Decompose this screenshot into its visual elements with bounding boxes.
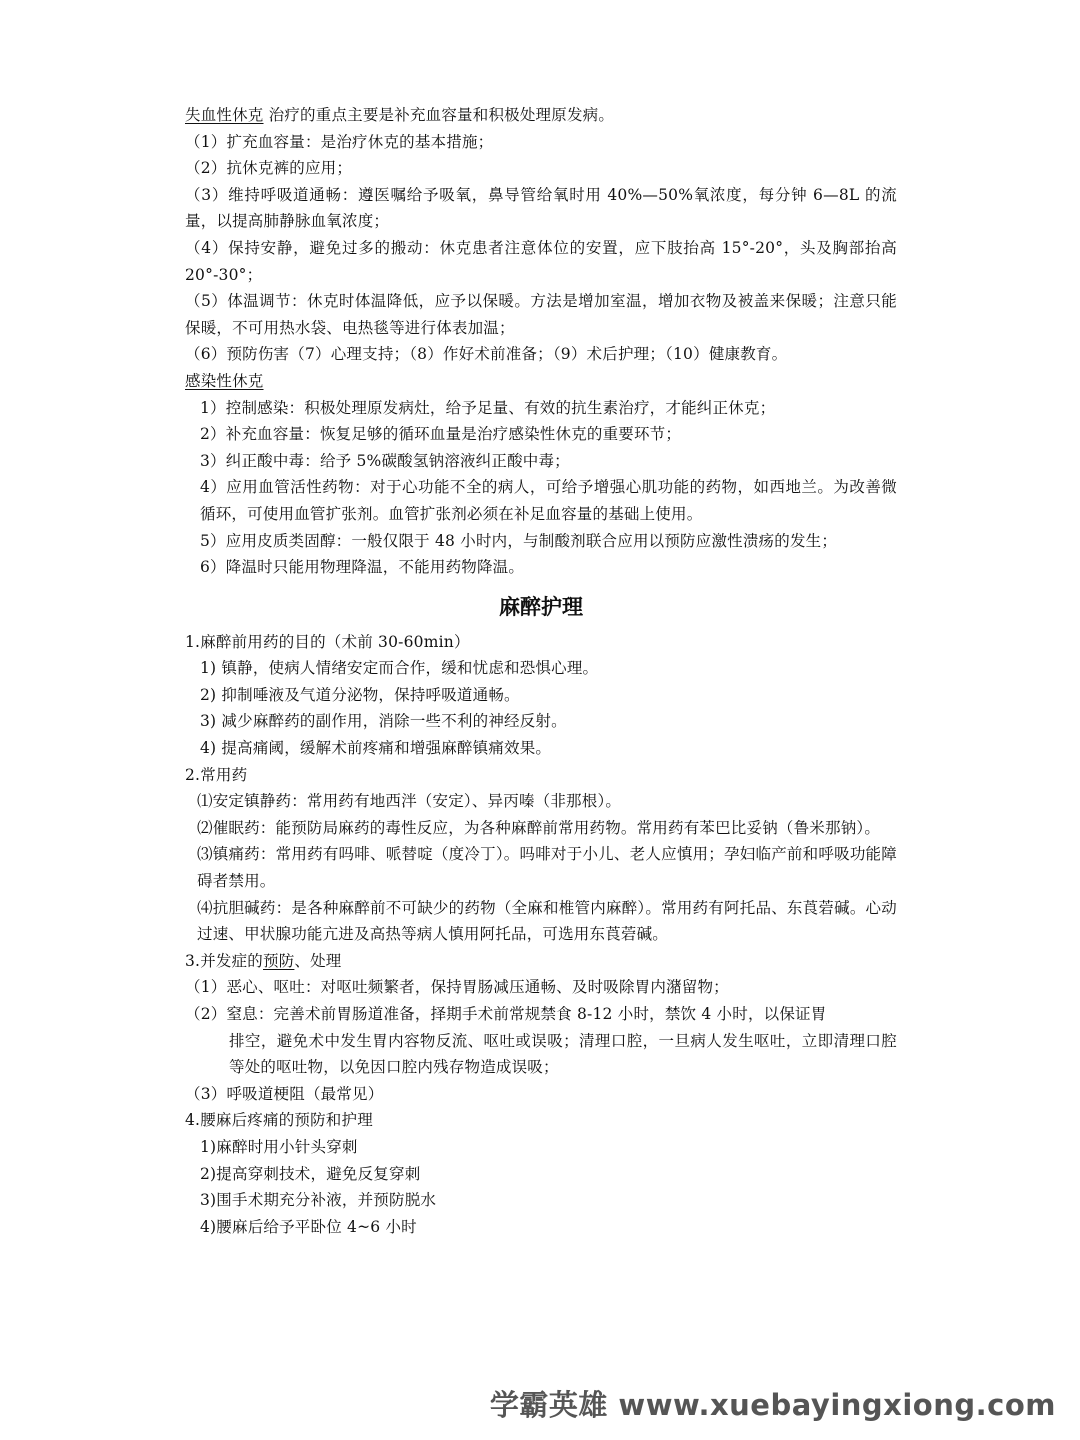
septic-shock-heading: 感染性休克	[185, 371, 264, 390]
site-watermark: 学霸英雄 www.xuebayingxiong.com	[489, 1388, 1056, 1422]
complications-heading: 3.并发症的预防、处理	[185, 951, 342, 970]
common-drugs-item-4: ⑷抗胆碱药：是各种麻醉前不可缺少的药物（全麻和椎管内麻醉）。常用药有阿托品、东莨菪碱。心动过速、甲状腺功能亢进及高热等病人慎用阿托品，可选用东莨菪碱。	[197, 898, 897, 944]
complications-item-3: （3）呼吸道梗阻（最常见）	[185, 1084, 384, 1103]
spinal-headache-item-1: 1)麻醉时用小针头穿刺	[200, 1137, 358, 1156]
premedication-item-4: 4) 提高痛阈，缓解术前疼痛和增强麻醉镇痛效果。	[200, 739, 552, 758]
document-body	[185, 102, 897, 1240]
complications-item-1: （1）恶心、呕吐：对呕吐频繁者，保持胃肠减压通畅、及时吸除胃内潴留物；	[185, 978, 729, 997]
complications-item-2-rest: 排空，避免术中发生胃内容物反流、呕吐或误吸；清理口腔，一旦病人发生呕吐，立即清理口腔等处的呕吐物，以免因口腔内残存物造成误吸；	[229, 1031, 897, 1077]
hemorrhagic-item-4: （4）保持安静，避免过多的搬动：休克患者注意体位的安置，应下肢抬高 15°-20°，头及胸部抬高 20°-30°；	[185, 238, 897, 284]
hemorrhagic-item-1: （1）扩充血容量：是治疗休克的基本措施；	[185, 132, 494, 151]
common-drugs-item-3: ⑶镇痛药：常用药有吗啡、哌替啶（度冷丁）。吗啡对于小儿、老人应慎用；孕妇临产前和呼吸功能障碍者禁用。	[197, 845, 897, 891]
hemorrhagic-item-6: （6）预防伤害（7）心理支持；（8）作好术前准备；（9）术后护理；（10）健康教育。	[185, 345, 788, 364]
spinal-headache-heading: 4.腰麻后疼痛的预防和护理	[185, 1111, 373, 1130]
septic-item-3: 3）纠正酸中毒：给予 5%碳酸氢钠溶液纠正酸中毒；	[200, 451, 570, 470]
septic-item-2: 2）补充血容量：恢复足够的循环血量是治疗感染性休克的重要环节；	[200, 425, 682, 444]
premedication-heading: 1.麻醉前用药的目的（术前 30-60min）	[185, 632, 470, 651]
septic-item-4: 4）应用血管活性药物：对于心功能不全的病人，可给予增强心肌功能的药物，如西地兰。为改善微循环，可使用血管扩张剂。血管扩张剂必须在补足血容量的基础上使用。	[200, 478, 897, 523]
hemorrhagic-item-5: （5）体温调节：休克时体温降低，应予以保暖。方法是增加室温，增加衣物及被盖来保暖；注意只能保暖，不可用热水袋、电热毯等进行体表加温；	[185, 292, 897, 337]
premedication-item-1: 1) 镇静，使病人情绪安定而合作，缓和忧虑和恐惧心理。	[200, 659, 599, 678]
septic-item-1: 1）控制感染：积极处理原发病灶，给予足量、有效的抗生素治疗，才能纠正休克；	[200, 398, 776, 417]
spinal-headache-item-2: 2)提高穿刺技术，避免反复穿刺	[200, 1164, 421, 1183]
hemorrhagic-item-2: （2）抗休克裤的应用；	[185, 159, 353, 178]
premedication-item-2: 2) 抑制唾液及气道分泌物，保持呼吸道通畅。	[200, 685, 520, 704]
common-drugs-heading: 2.常用药	[185, 765, 248, 784]
complications-item-2-first: （2）窒息：完善术前胃肠道准备，择期手术前常规禁食 8-12 小时，禁饮 4 小时，以保证胃	[185, 1005, 827, 1023]
spinal-headache-item-3: 3)围手术期充分补液，并预防脱水	[200, 1191, 437, 1210]
hemorrhagic-shock-intro: 失血性休克 治疗的重点主要是补充血容量和积极处理原发病。	[185, 106, 615, 124]
section-title-anesthesia: 麻醉护理	[499, 594, 583, 619]
septic-item-5: 5）应用皮质类固醇：一般仅限于 48 小时内，与制酸剂联合应用以预防应激性溃疡的发生；	[200, 531, 838, 550]
hemorrhagic-item-3: （3）维持呼吸道通畅：遵医嘱给予吸氧，鼻导管给氧时用 40%—50%氧浓度，每分钟 6—8L 的流量，以提高肺静脉血氧浓度；	[185, 185, 897, 231]
common-drugs-item-1: ⑴安定镇静药：常用药有地西泮（安定）、异丙嗪（非那根）。	[197, 792, 622, 811]
spinal-headache-item-4: 4)腰麻后给予平卧位 4~6 小时	[200, 1217, 417, 1236]
premedication-item-3: 3) 减少麻醉药的副作用，消除一些不利的神经反射。	[200, 712, 567, 731]
hemorrhagic-shock-heading: 失血性休克	[185, 106, 264, 124]
common-drugs-item-2: ⑵催眠药：能预防局麻药的毒性反应，为各种麻醉前常用药物。常用药有苯巴比妥钠（鲁米那钠）。	[197, 818, 881, 837]
septic-item-6: 6）降温时只能用物理降温，不能用药物降温。	[200, 558, 525, 577]
